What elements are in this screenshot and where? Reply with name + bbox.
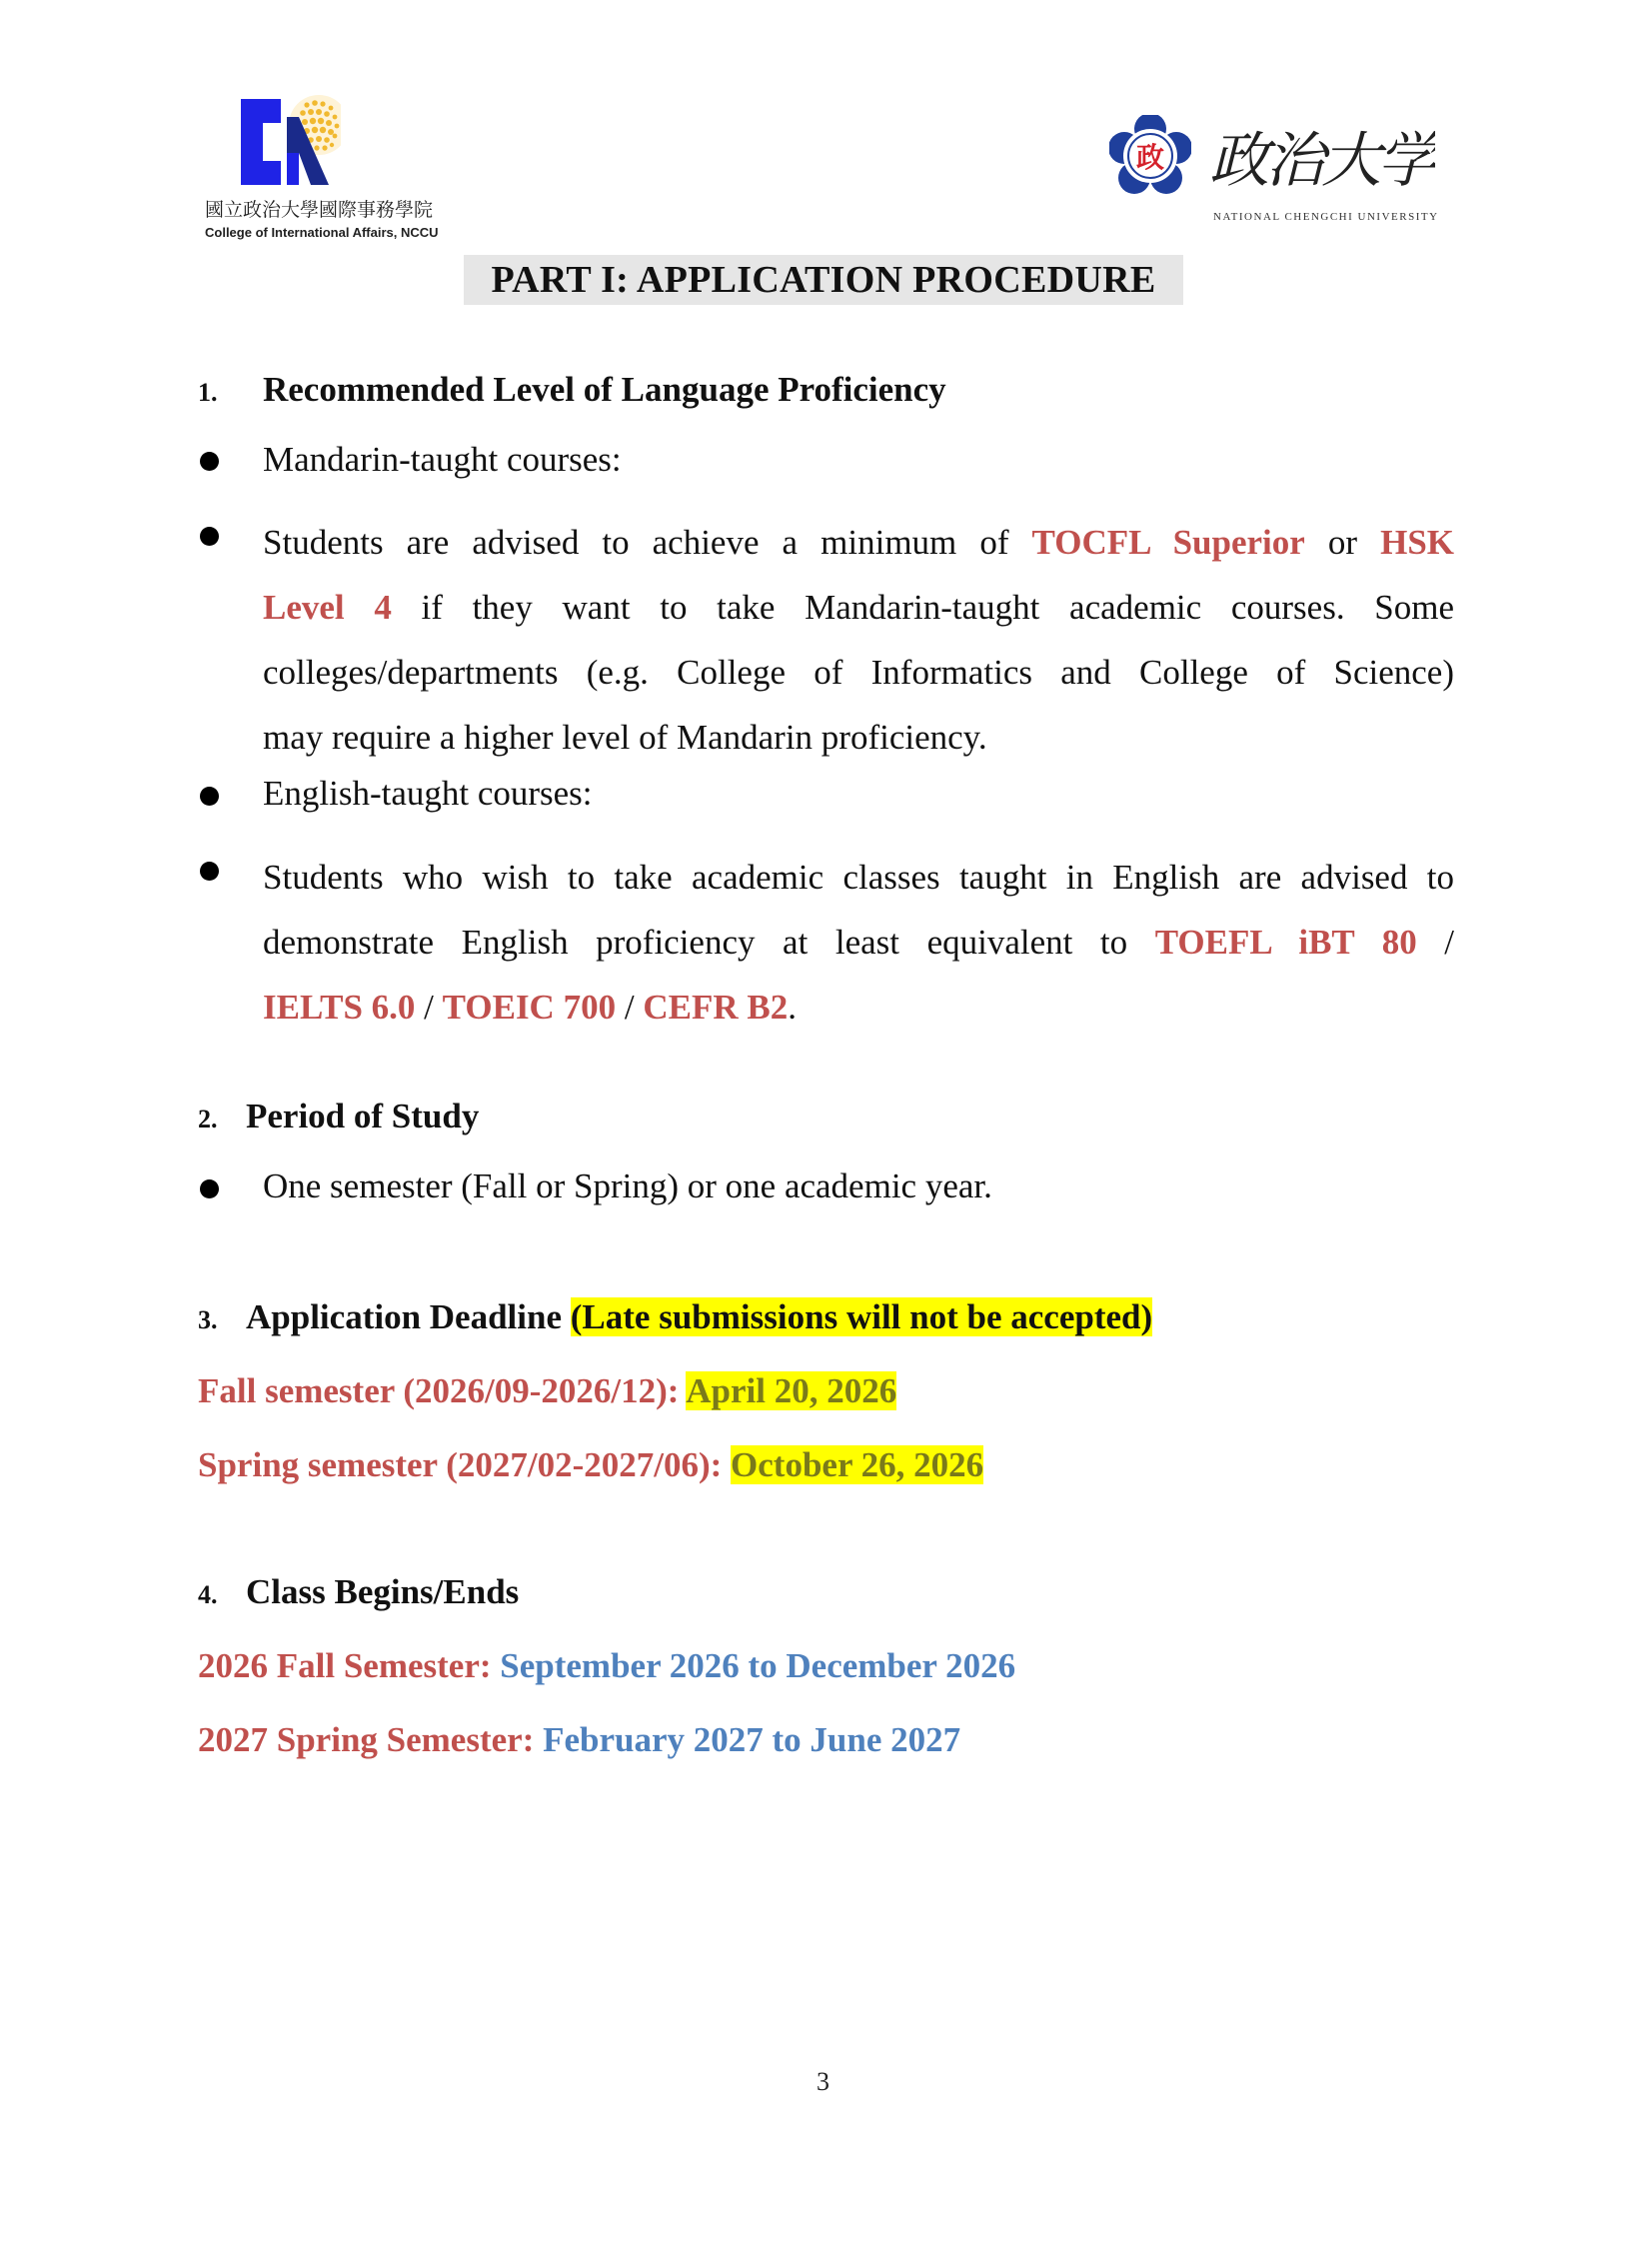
bullet-icon xyxy=(200,787,219,806)
section-4-heading xyxy=(198,1572,519,1612)
bullet-icon xyxy=(200,527,219,546)
spring-semester-label: 2027 Spring Semester: xyxy=(198,1720,544,1759)
mandarin-courses-label: Mandarin-taught courses: xyxy=(263,440,622,479)
nccu-english-name: NATIONAL CHENGCHI UNIVERSITY xyxy=(1213,211,1439,223)
page-number: 3 xyxy=(817,2067,829,2096)
section-2-title: Period of Study xyxy=(246,1097,480,1135)
toefl-requirement: TOEFL iBT 80 xyxy=(1154,923,1417,962)
section-1-heading xyxy=(198,370,946,410)
svg-text:政治大学: 政治大学 xyxy=(1209,126,1433,196)
section-3-number: 3. xyxy=(198,1305,218,1334)
nccu-seal-icon xyxy=(1109,115,1191,197)
cia-logo xyxy=(205,95,505,255)
cia-chinese-name: 國立政治大學國際事務學院 xyxy=(205,199,434,221)
english-requirement-text: Students who wish to take academic classes taught in English are advised to demonstrate English proficiency at least equivalent to TOEFL iBT 80 / IELTS 6.0 / TOEIC 700 / CEFR B2. xyxy=(263,858,1454,1027)
spring-deadline-date: October 26, 2026 xyxy=(731,1445,984,1484)
fall-deadline-date: April 20, 2026 xyxy=(686,1371,897,1410)
fall-semester-row xyxy=(198,1646,1015,1686)
fall-deadline-row xyxy=(198,1371,896,1411)
bullet-icon xyxy=(200,862,219,881)
nccu-logo xyxy=(1109,115,1439,225)
nccu-calligraphy-icon xyxy=(1205,119,1435,199)
fall-deadline-label: Fall semester (2026/09-2026/12): xyxy=(198,1371,687,1410)
period-of-study-item: One semester (Fall or Spring) or one academic year. xyxy=(263,1166,992,1205)
spring-semester-row xyxy=(198,1720,960,1760)
cefr-requirement: CEFR B2 xyxy=(643,988,789,1027)
toeic-requirement: TOEIC 700 xyxy=(442,988,617,1027)
svg-text:政: 政 xyxy=(1135,141,1165,174)
fall-semester-label: 2026 Fall Semester: xyxy=(198,1646,501,1685)
section-3-title: Application Deadline xyxy=(246,1297,571,1336)
spring-deadline-label: Spring semester (2027/02-2027/06): xyxy=(198,1445,732,1484)
bullet-icon xyxy=(200,1179,219,1198)
fall-semester-range: September 2026 to December 2026 xyxy=(500,1646,1016,1685)
section-2-number: 2. xyxy=(198,1105,218,1134)
spring-deadline-row xyxy=(198,1445,983,1485)
tocfl-requirement: TOCFL Superior xyxy=(1031,523,1305,562)
section-1-title: Recommended Level of Language Proficiency xyxy=(263,370,946,409)
cia-english-name: College of International Affairs, NCCU xyxy=(205,225,439,240)
mandarin-requirement-text: Students are advised to achieve a minimum of TOCFL Superior or HSK Level 4 if they want to take Mandarin-taught academic courses. Some colleges/departments (e.g. College of Informatics and College of Science) may require a higher level of Mandarin proficiency. xyxy=(263,523,1455,757)
cia-logo-mark-icon xyxy=(241,95,341,189)
english-courses-label: English-taught courses: xyxy=(263,774,593,813)
hsk-requirement-b: Level 4 xyxy=(263,588,392,627)
section-3-heading xyxy=(198,1297,1152,1337)
section-2-heading xyxy=(198,1097,479,1136)
late-submission-note: (Late submissions will not be accepted) xyxy=(570,1297,1153,1336)
ielts-requirement: IELTS 6.0 xyxy=(263,988,416,1027)
section-4-number: 4. xyxy=(198,1580,218,1609)
spring-semester-range: February 2027 to June 2027 xyxy=(543,1720,961,1759)
hsk-requirement-a: HSK xyxy=(1380,523,1455,562)
section-4-title: Class Begins/Ends xyxy=(246,1572,520,1611)
page-title: PART I: APPLICATION PROCEDURE xyxy=(464,255,1183,305)
section-1-number: 1. xyxy=(198,378,218,407)
bullet-icon xyxy=(200,452,219,471)
